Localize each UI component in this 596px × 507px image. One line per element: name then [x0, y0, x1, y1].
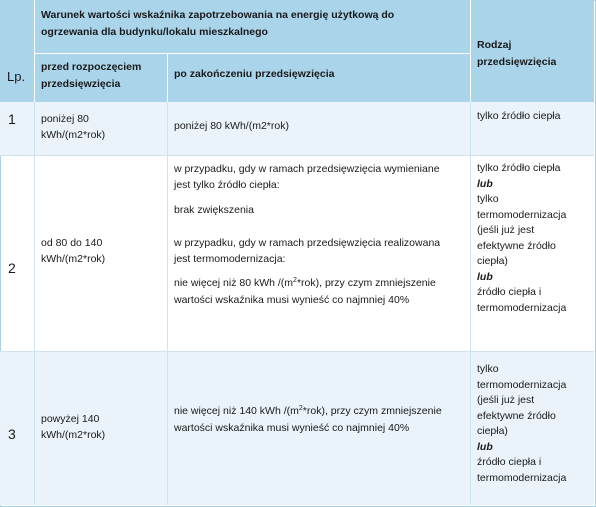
- row3-po: [167, 351, 470, 505]
- row3-po-limit: nie więcej niż 140 kWh $/(m^2*rok)$, przy czym zmniejszenie wartości wskaźnika musi wynieść co najmniej 40%: [174, 405, 442, 434]
- row2-rodzaj-3: źródło ciepła i termomodernizacja: [477, 286, 567, 314]
- row2-lp-value: 2: [8, 260, 16, 276]
- row2-lp: [0, 155, 34, 351]
- row1-po: [167, 102, 470, 155]
- header-po-label: po zakończeniu przedsięwzięcia: [174, 68, 335, 80]
- body-divider: [0, 351, 594, 352]
- body-divider: [167, 102, 168, 505]
- header-warunek-label: Warunek wartości wskaźnika zapotrzebowania na energię użytkową do ogrzewania dla budynku/lokalu mieszkalnego: [41, 9, 395, 38]
- row2-rodzaj-lub1: lub: [477, 177, 493, 190]
- row1-przed: [34, 102, 167, 155]
- body-divider: [0, 155, 594, 156]
- row2-przed: [34, 155, 167, 351]
- row2-po-brak: brak zwiększenia: [174, 204, 254, 216]
- row3-rodzaj-lub: lub: [477, 440, 493, 453]
- row2-przed-value: od 80 do 140 kWh/(m2*rok): [41, 237, 106, 265]
- hdr-divider: [470, 0, 471, 102]
- row1-po-value: poniżej 80 kWh/(m2*rok): [174, 120, 289, 132]
- header-warunek: [34, 0, 470, 53]
- row1-lp-value: 1: [8, 111, 16, 127]
- row1-rodzaj-value: tylko źródło ciepła: [477, 110, 561, 122]
- row2-po: [167, 155, 470, 351]
- header-rodzaj: [470, 0, 594, 102]
- row3-przed: [34, 351, 167, 505]
- row2-po-limit: nie więcej niż 80 kWh $/(m^2*rok)$, przy czym zmniejszenie wartości wskaźnika musi wynieść co najmniej 40%: [174, 277, 436, 306]
- row3-lp: [0, 351, 34, 505]
- header-lp-label: Lp.: [7, 69, 26, 84]
- hdr-divider: [34, 53, 470, 54]
- row2-po-case2: w przypadku, gdy w ramach przedsięwzięcia realizowana jest termomodernizacja:: [174, 237, 441, 265]
- row1-przed-value: poniżej 80 kWh/(m2*rok): [41, 113, 106, 141]
- header-lp: [0, 0, 34, 102]
- row3-lp-value: 3: [8, 426, 16, 442]
- row2-rodzaj-1: tylko źródło ciepła: [477, 162, 561, 174]
- hdr-divider: [34, 0, 35, 102]
- header-przed: [34, 53, 167, 102]
- row3-rodzaj-1: tylko termomodernizacja (jeśli już jest efektywne źródło ciepła): [477, 363, 567, 437]
- row3-rodzaj-2: źródło ciepła i termomodernizacja: [477, 456, 567, 484]
- hdr-divider: [167, 53, 168, 102]
- header-przed-label: przed rozpoczęciem przedsięwzięcia: [41, 61, 142, 90]
- header-rodzaj-label: Rodzaj przedsięwzięcia: [477, 39, 557, 68]
- header-po: [167, 53, 470, 102]
- body-divider: [34, 102, 35, 505]
- row3-rodzaj: [470, 351, 594, 505]
- row1-lp: [0, 102, 34, 155]
- row2-rodzaj: [470, 155, 594, 351]
- row2-rodzaj-2: tylko termomodernizacja (jeśli już jest efektywne źródło ciepła): [477, 193, 567, 267]
- row1-rodzaj: [470, 102, 594, 155]
- row3-przed-value: powyżej 140 kWh/(m2*rok): [41, 413, 106, 441]
- row2-po-case1: w przypadku, gdy w ramach przedsięwzięcia wymieniane jest tylko źródło ciepła:: [174, 163, 440, 191]
- row2-rodzaj-lub2: lub: [477, 270, 493, 283]
- body-divider: [470, 102, 471, 505]
